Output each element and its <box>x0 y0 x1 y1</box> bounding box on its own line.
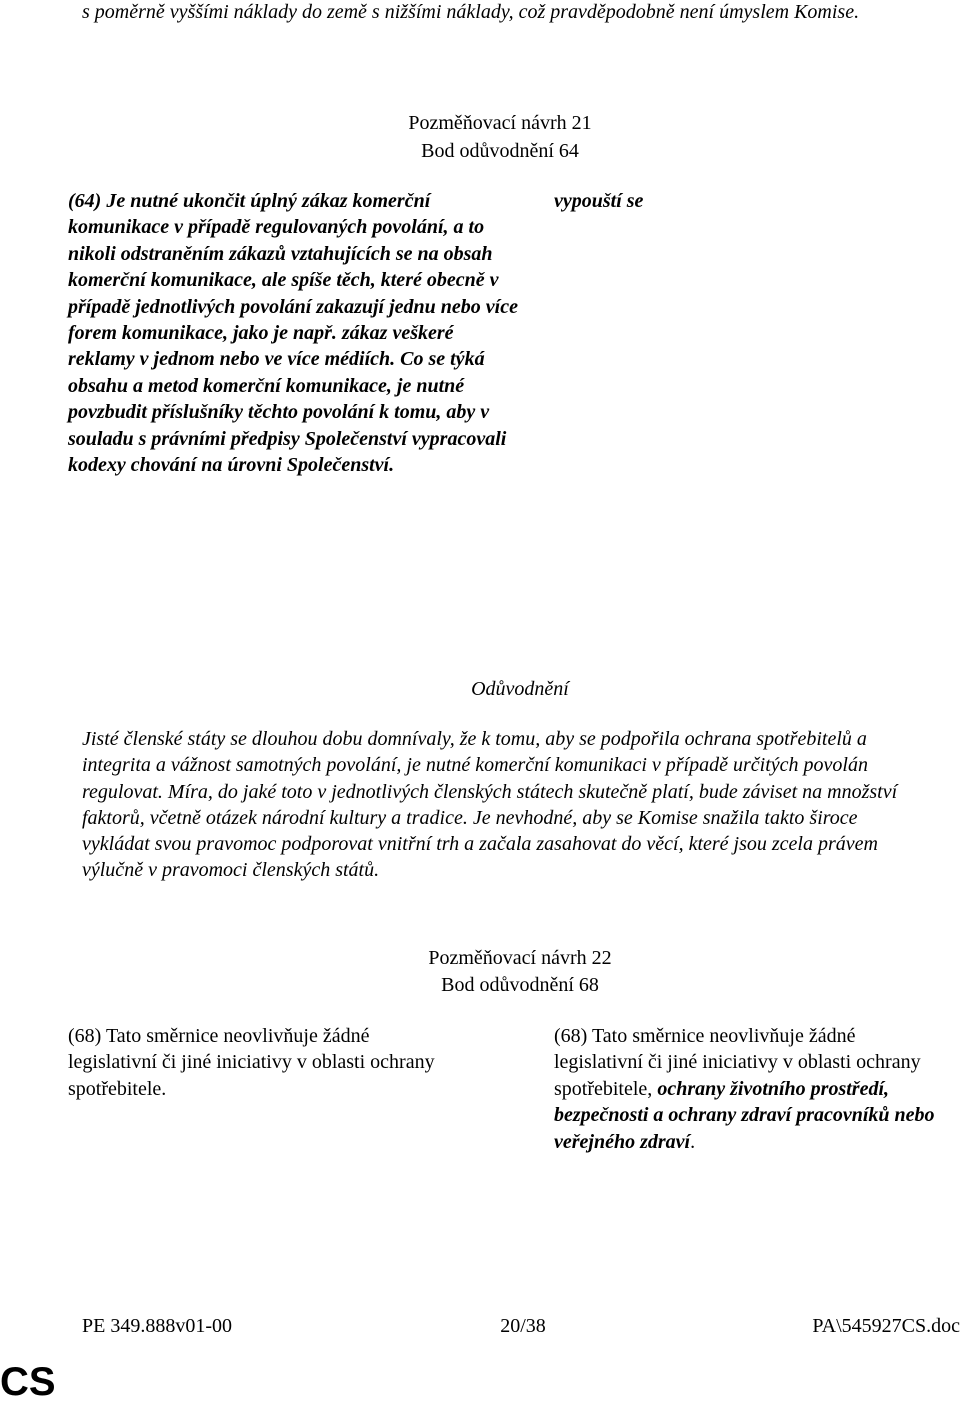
amendment-22-subtitle: Bod odůvodnění 68 <box>441 974 599 996</box>
amendment-22-amended-text <box>554 1023 944 1155</box>
justification-title: Odůvodnění <box>471 678 569 700</box>
footer-page-number: 20/38 <box>500 1315 546 1337</box>
amendment-22-amended-plain: (68) Tato směrnice neovlivňuje žádné legislativní či jiné iniciativy v oblasti ochrany spotřebitele, <box>554 1025 921 1100</box>
language-code: CS <box>0 1360 56 1404</box>
amendment-22-original-text: (68) Tato směrnice neovlivňuje žádné legislativní či jiné iniciativy v oblasti ochrany spotřebitele. <box>68 1025 435 1100</box>
footer-file-name: PA\545927CS.doc <box>812 1315 960 1337</box>
amendment-21-original-text: (64) Je nutné ukončit úplný zákaz komerční komunikace v případě regulovaných povolání, a to nikoli odstraněním zákazů vztahujících se na obsah komerční komunikace, ale spíše těch, které obecně v případě jednotlivých povolání zakazují jednu nebo více forem komunikace, jako je např. zákaz veškeré reklamy v jednom nebo ve více médiích. Co se týká obsahu a metod komerční komunikace, je nutné povzbudit příslušníky těchto povolání k tomu, aby v souladu s právními předpisy Společenství vypracovali kodexy chování na úrovni Společenství. <box>68 190 518 477</box>
lead-paragraph: s poměrně vyššími náklady do země s nižšími náklady, což pravděpodobně není úmyslem Komise. <box>82 1 860 23</box>
amendment-21-amended-text: vypouští se <box>554 190 644 212</box>
footer-document-ref: PE 349.888v01-00 <box>82 1315 232 1337</box>
justification-text: Jisté členské státy se dlouhou dobu domnívaly, že k tomu, aby se podpořila ochrana spotřebitelů a integrita a vážnost samotných povolání, je nutné komerční komunikaci v případě určitých povolán regulovat. Míra, do jaké toto v jednotlivých členských státech skutečně platí, bude záviset na množství faktorů, včetně otázek národní kultury a tradice. Je nevhodné, aby se Komise snažila takto široce vykládat svou pravomoc podporovat vnitřní trh a začala zasahovat do věcí, které jsou zcela právem výlučně v pravomoci členských států. <box>82 728 898 882</box>
amendment-21-subtitle: Bod odůvodnění 64 <box>421 140 579 162</box>
amendment-22-amended-end: . <box>690 1130 696 1153</box>
amendment-22-amended-insertion: ochrany životního prostředí, bezpečnosti a ochrany zdraví pracovníků nebo veřejného zdraví <box>554 1077 935 1153</box>
amendment-21-title: Pozměňovací návrh 21 <box>408 112 592 134</box>
amendment-22-title: Pozměňovací návrh 22 <box>428 947 612 969</box>
